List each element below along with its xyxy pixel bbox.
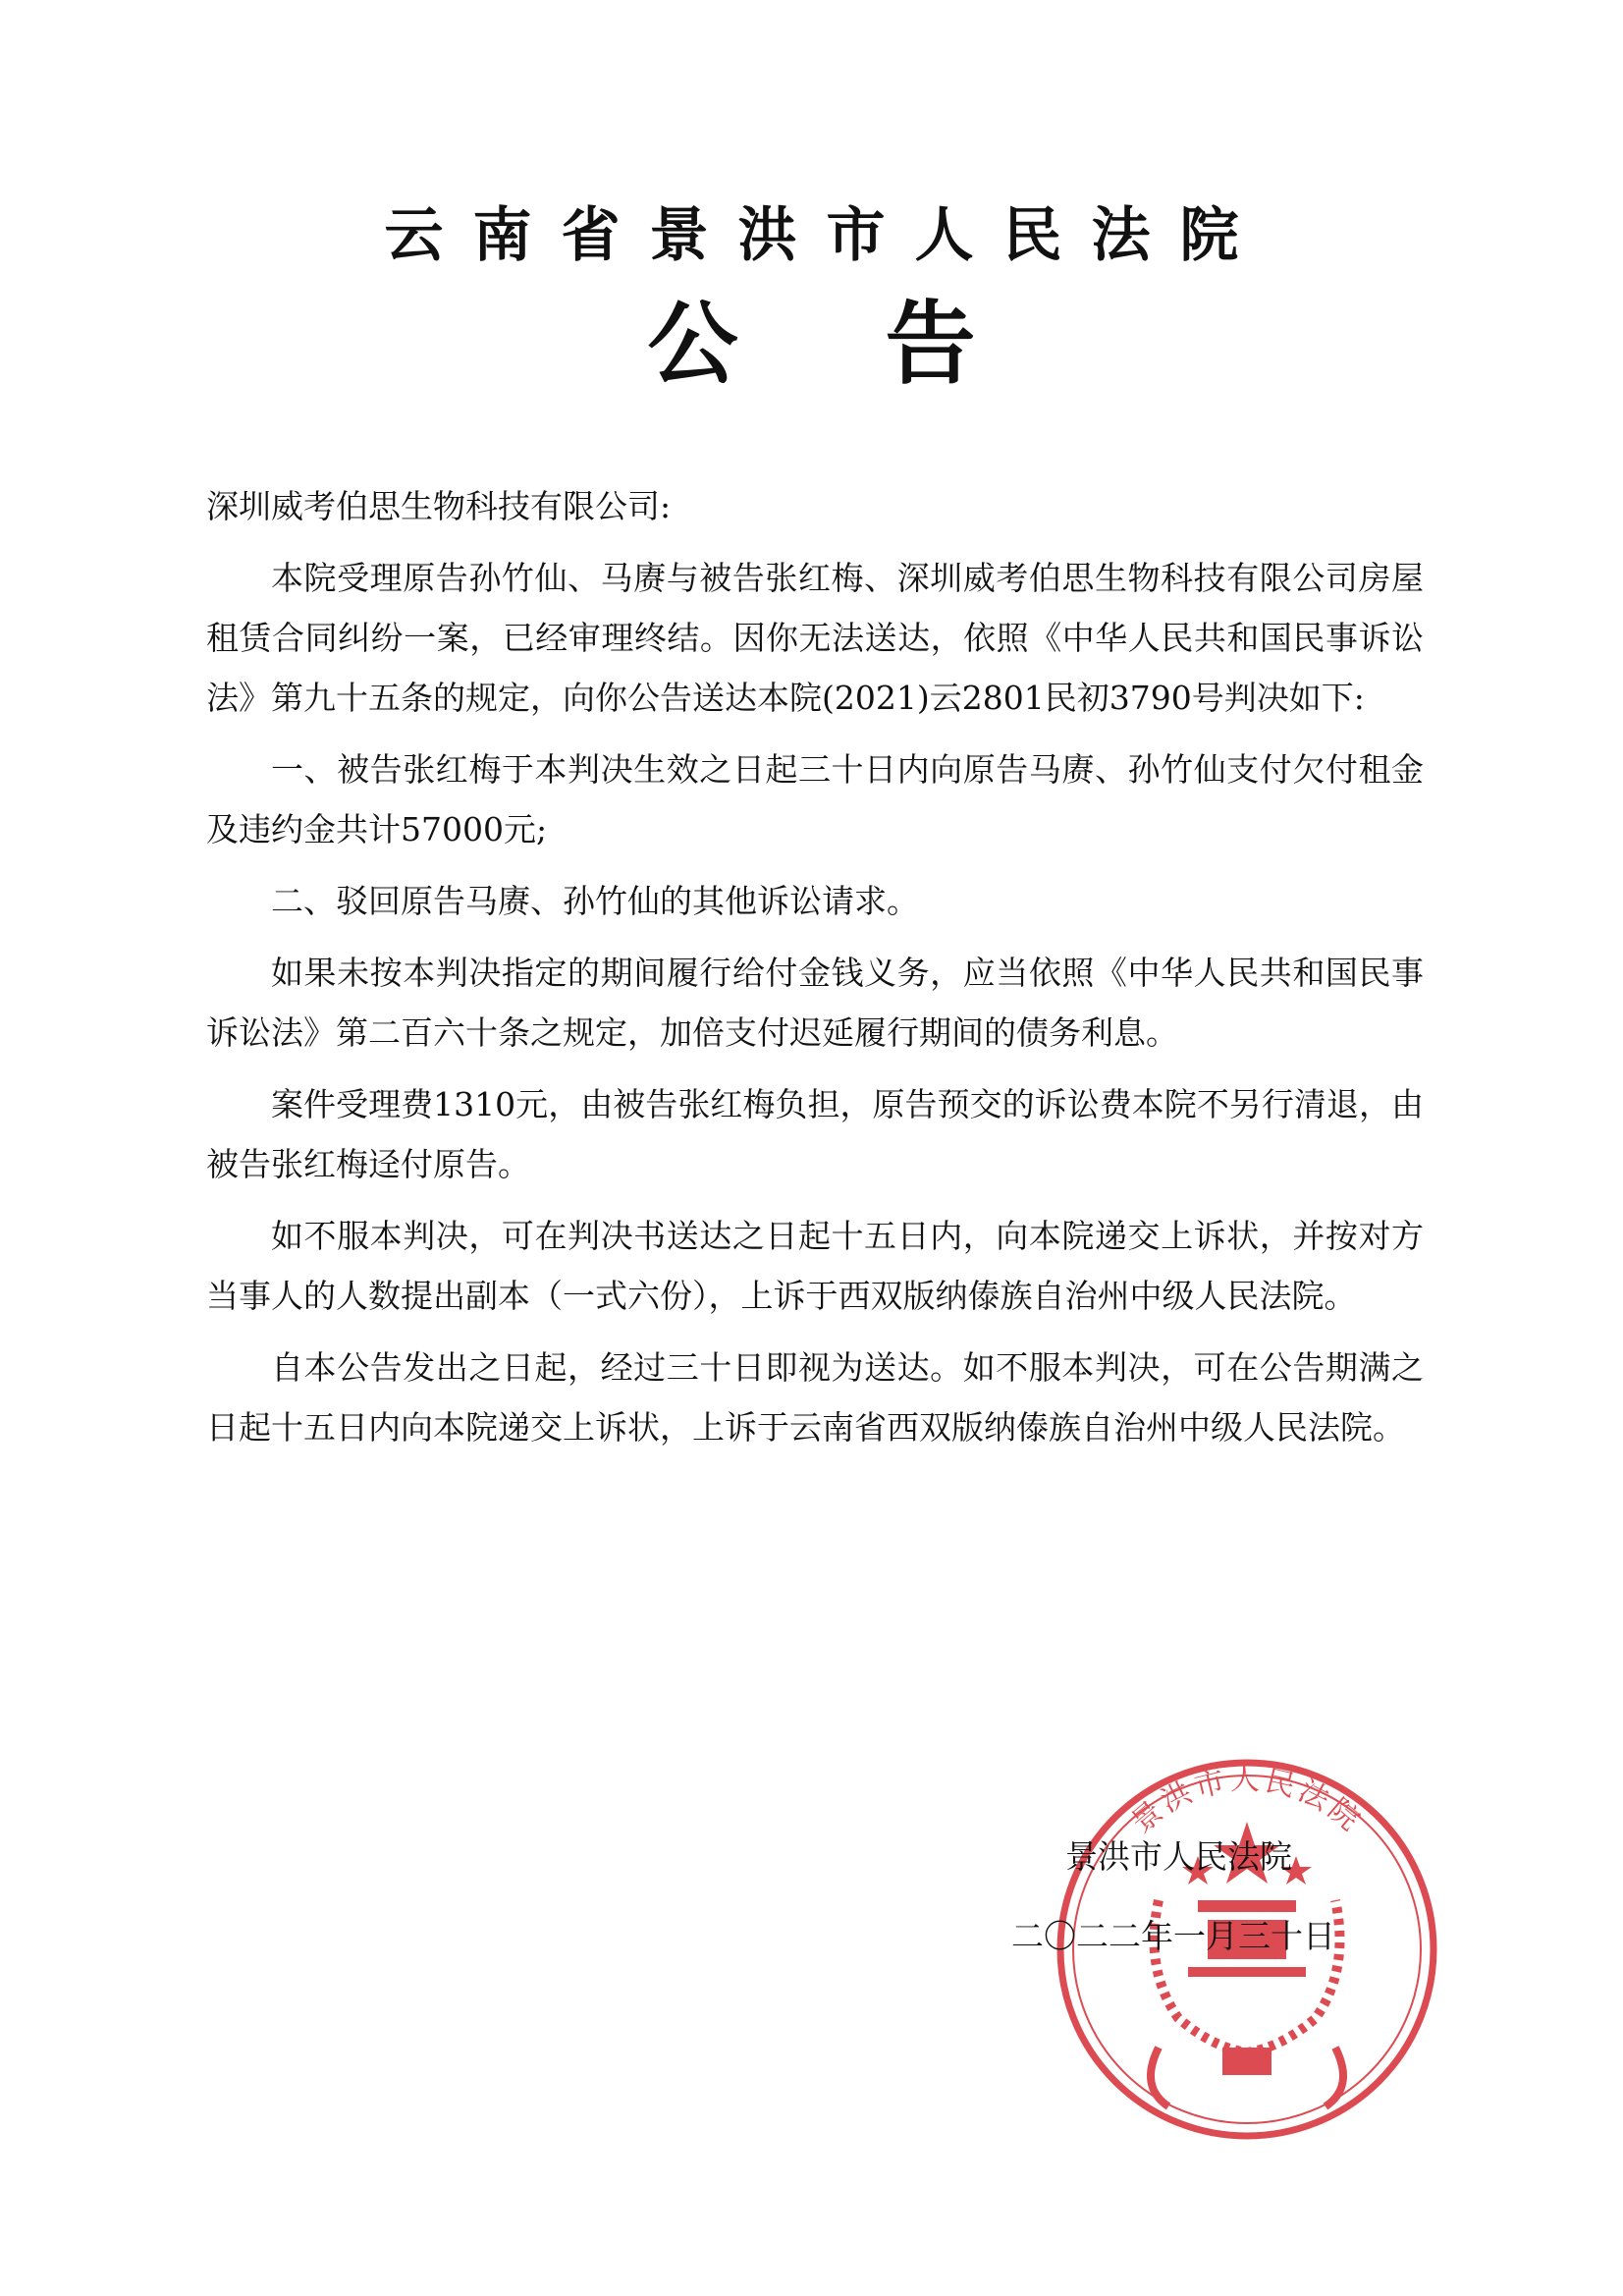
- paragraph-judgment-item-1: 一、被告张红梅于本判决生效之日起三十日内向原告马赓、孙竹仙支付欠付租金及违约金共计57000元;: [206, 750, 1424, 848]
- notice-body: [206, 476, 1424, 1469]
- paragraph-service-by-notice: 自本公告发出之日起，经过三十日即视为送达。如不服本判决，可在公告期满之日起十五日内向本院递交上诉状，上诉于云南省西双版纳傣族自治州中级人民法院。: [206, 1348, 1424, 1447]
- signing-court: 景洪市人民法院: [1065, 1837, 1292, 1876]
- paragraph-appeal-right: 如不服本判决，可在判决书送达之日起十五日内，向本院递交上诉状，并按对方当事人的人数提出副本（一式六份），上诉于西双版纳傣族自治州中级人民法院。: [206, 1217, 1424, 1315]
- paragraph-case-intro: 本院受理原告孙竹仙、马赓与被告张红梅、深圳威考伯思生物科技有限公司房屋租赁合同纠纷一案，已经审理终结。因你无法送达，依照《中华人民共和国民事诉讼法》第九十五条的规定，向你公告送达本院(2021)云2801民初3790号判决如下:: [206, 559, 1424, 717]
- notice-title: 公告: [647, 291, 1123, 397]
- paragraph-judgment-item-2: 二、驳回原告马赓、孙竹仙的其他诉讼请求。: [271, 882, 919, 920]
- court-name-title: 云南省景洪市人民法院: [384, 201, 1269, 270]
- paragraph-delay-interest: 如果未按本判决指定的期间履行给付金钱义务，应当依照《中华人民共和国民事诉讼法》第二百六十条之规定，加倍支付迟延履行期间的债务利息。: [206, 954, 1424, 1052]
- seal-text: 景洪市人民法院: [1124, 1763, 1370, 1840]
- paragraph-case-fee: 案件受理费1310元，由被告张红梅负担，原告预交的诉讼费本院不另行清退，由被告张红梅迳付原告。: [206, 1085, 1424, 1183]
- addressee: 深圳威考伯思生物科技有限公司:: [206, 487, 672, 525]
- signing-date: 二〇二二年一月三十日: [1011, 1917, 1335, 1955]
